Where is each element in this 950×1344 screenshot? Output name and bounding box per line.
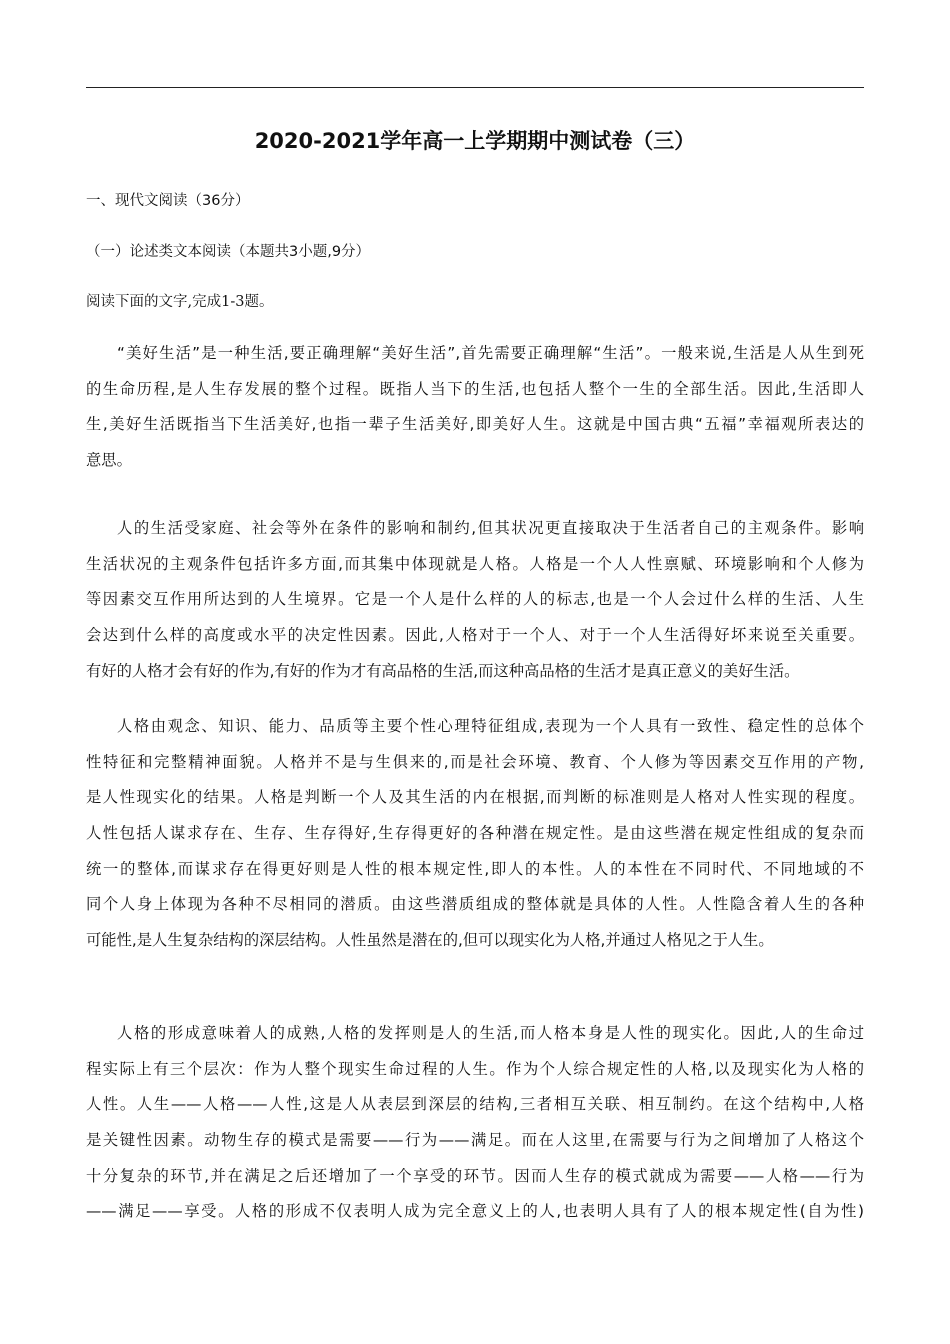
paragraph-line: 人格由观念、知识、能力、品质等主要个性心理特征组成,表现为一个人具有一致性、稳定性的总体个	[117, 717, 864, 735]
section-heading: 一、现代文阅读（36分）	[86, 193, 250, 209]
paragraph-1	[86, 336, 864, 479]
paragraph-3	[86, 709, 864, 959]
paragraph-line: 人的生活受家庭、社会等外在条件的影响和制约,但其状况更直接取决于生活者自己的主观条件。影响	[117, 519, 864, 537]
paragraph-line: ——满足——享受。人格的形成不仅表明人成为完全意义上的人,也表明人具有了人的根本规定性(自为性)	[86, 1202, 864, 1221]
paragraph-line: 性特征和完整精神面貌。人格并不是与生俱来的,而是社会环境、教育、个人修为等因素交互作用的产物,	[86, 752, 864, 771]
paragraph-line: 人格的形成意味着人的成熟,人格的发挥则是人的生活,而人格本身是人性的现实化。因此,人的生命过	[117, 1024, 864, 1042]
paragraph-line: 意思。	[86, 451, 132, 470]
paragraph-line: 程实际上有三个层次：作为人整个现实生命过程的人生。作为个人综合规定性的人格,以及现实化为人格的	[86, 1059, 864, 1078]
paragraph-line: 会达到什么样的高度或水平的决定性因素。因此,人格对于一个人、对于一个人生活得好坏来说至关重要。	[86, 626, 864, 645]
paragraph-line: 生,美好生活既指当下生活美好,也指一辈子生活美好,即美好人生。这就是中国古典“五福”幸福观所表达的	[86, 415, 864, 434]
paragraph-line: 十分复杂的环节,并在满足之后还增加了一个享受的环节。因而人生存的模式就成为需要——人格——行为	[86, 1166, 864, 1185]
document-title: 2020-2021学年高一上学期期中测试卷（三）	[254, 129, 696, 153]
reading-instruction: 阅读下面的文字,完成1-3题。	[86, 294, 274, 310]
paragraph-line: 等因素交互作用所达到的人生境界。它是一个人是什么样的人的标志,也是一个人会过什么样的生活、人生	[86, 590, 864, 609]
header-rule	[86, 87, 864, 88]
paragraph-line: 同个人身上体现为各种不尽相同的潜质。由这些潜质组成的整体就是具体的人性。人性隐含着人生的各种	[86, 895, 864, 914]
paragraph-4	[86, 1016, 864, 1230]
paragraph-line: 人性包括人谋求存在、生存、生存得好,生存得更好的各种潜在规定性。是由这些潜在规定性组成的复杂而	[86, 824, 864, 843]
paragraph-line: 统一的整体,而谋求存在得更好则是人性的根本规定性,即人的本性。人的本性在不同时代、不同地域的不	[86, 859, 864, 878]
paragraph-line: 的生命历程,是人生存发展的整个过程。既指人当下的生活,也包括人整个一生的全部生活。因此,生活即人	[86, 379, 864, 398]
paragraph-line: 生活状况的主观条件包括许多方面,而其集中体现就是人格。人格是一个人人性禀赋、环境影响和个人修为	[86, 554, 864, 573]
subsection-heading: （一）论述类文本阅读（本题共3小题,9分）	[86, 244, 371, 260]
paragraph-line: 有好的人格才会有好的作为,有好的作为才有高品格的生活,而这种高品格的生活才是真正意义的美好生活。	[86, 661, 800, 680]
paragraph-line: 可能性,是人生复杂结构的深层结构。人性虽然是潜在的,但可以现实化为人格,并通过人格见之于人生。	[86, 931, 774, 950]
paragraph-2	[86, 511, 864, 689]
paragraph-line: 人性。人生——人格——人性,这是人从表层到深层的结构,三者相互关联、相互制约。在这个结构中,人格	[86, 1095, 864, 1114]
paragraph-line: “美好生活”是一种生活,要正确理解“美好生活”,首先需要正确理解“生活”。一般来说,生活是人从生到死	[117, 344, 864, 362]
paragraph-line: 是人性现实化的结果。人格是判断一个人及其生活的内在根据,而判断的标准则是人格对人性实现的程度。	[86, 788, 864, 807]
paragraph-line: 是关键性因素。动物生存的模式是需要——行为——满足。而在人这里,在需要与行为之间增加了人格这个	[86, 1131, 864, 1150]
